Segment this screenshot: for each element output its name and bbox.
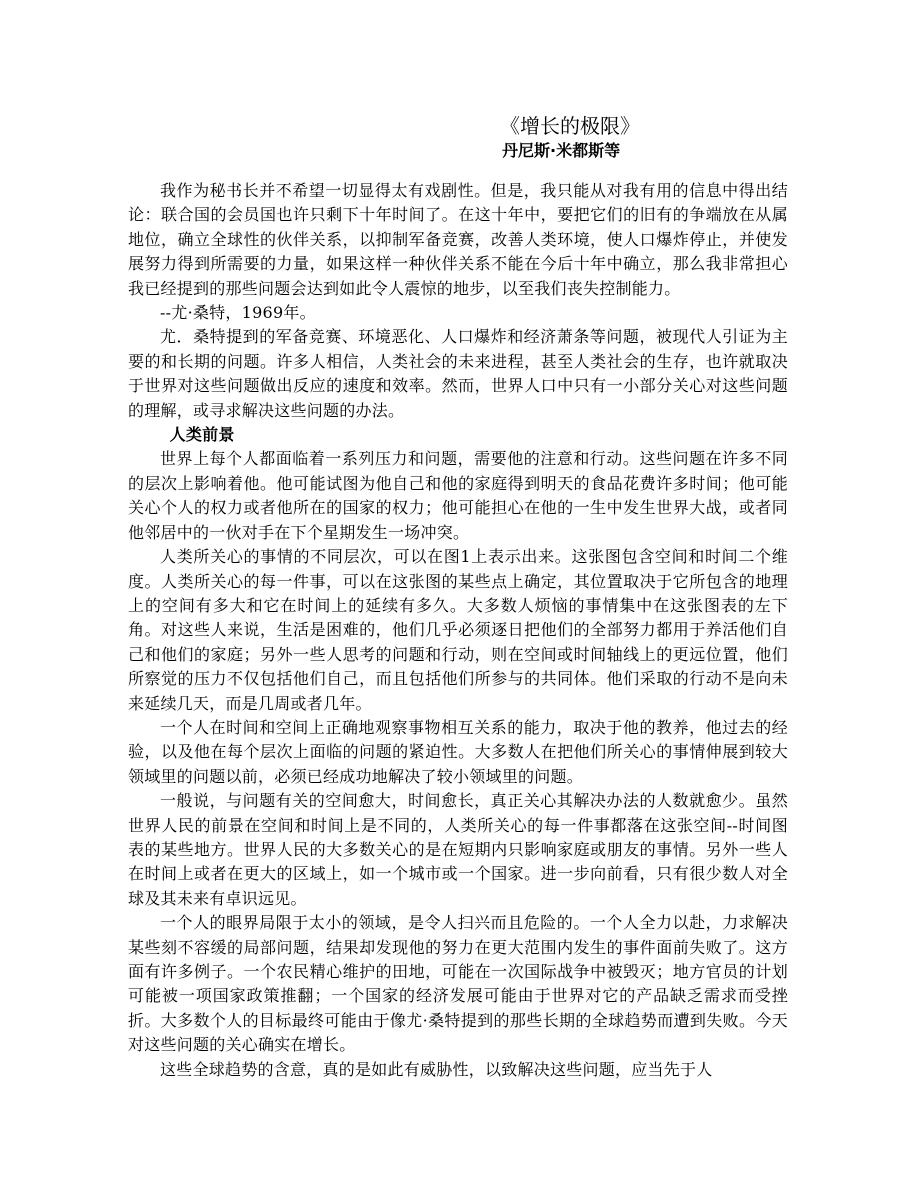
section-paragraph: 一个人的眼界局限于太小的领域，是令人扫兴而且危险的。一个人全力以赴，力求解决某些刻不容缓的局部问题，结果却发现他的努力在更大范围内发生的事件面前失败了。这方面有许多例子。一个农民精心维护的田地，可能在一次国际战争中被毁灭；地方官员的计划可能被一项国家政策推翻；一个国家的经济发展可能由于世界对它的产品缺乏需求而受挫折。大多数个人的目标最终可能由于像尤·桑特提到的那些长期的全球趋势而遭到失败。今天对这些问题的关心确实在增长。	[128, 913, 788, 1055]
paragraph-intro: 尤．桑特提到的军备竞赛、环境恶化、人口爆炸和经济萧条等问题，被现代人引证为主要的和长期的问题。许多人相信，人类社会的未来进程，甚至人类社会的生存，也许就取决于世界对这些问题做出反应的速度和效率。然而，世界人口中只有一小部分关心对这些问题的理解，或寻求解决这些问题的办法。	[128, 327, 788, 420]
section-paragraph: 一般说，与问题有关的空间愈大，时间愈长，真正关心其解决办法的人数就愈少。虽然世界人民的前景在空间和时间上是不同的，人类所关心的每一件事都落在这张空间--时间图表的某些地方。世界人民的大多数关心的是在短期内只影响家庭或朋友的事情。另外一些人在时间上或者在更大的区域上，如一个城市或一个国家。进一步向前看，只有很少数人对全球及其未来有卓识远见。	[128, 791, 788, 908]
section-paragraph: 这些全球趋势的含意，真的是如此有威胁性，以致解决这些问题，应当先于人	[160, 1059, 713, 1079]
document-author: 丹尼斯·米都斯等	[502, 141, 621, 160]
section-paragraph: 人类所关心的事情的不同层次，可以在图1上表示出来。这张图包含空间和时间二个维度。人类所关心的每一件事，可以在这张图的某些点上确定，其位置取决于它所包含的地理上的空间有多大和它在时间上的延续有多久。大多数人烦恼的事情集中在这张图表的左下角。对这些人来说，生活是困难的，他们几乎必须逐日把他们的全部努力都用于养活他们自己和他们的家庭；另外一些人思考的问题和行动，则在空间或时间轴线上的更远位置，他们所察觉的压力不仅包括他们自己，而且包括他们所参与的共同体。他们采取的行动不是向未来延续几天，而是几周或者几年。	[128, 547, 788, 713]
document-title: 《增长的极限》	[500, 114, 640, 138]
document-body	[128, 179, 788, 1082]
paragraph-attribution: --尤·桑特，1969年。	[160, 303, 316, 323]
paragraph-quote: 我作为秘书长并不希望一切显得太有戏剧性。但是，我只能从对我有用的信息中得出结论：联合国的会员国也许只剩下十年时间了。在这十年中，要把它们的旧有的争端放在从属地位，确立全球性的伙伴关系，以抑制军备竞赛，改善人类环境，使人口爆炸停止，并使发展努力得到所需要的力量，如果这样一种伙伴关系不能在今后十年中确立，那么我非常担心我已经提到的那些问题会达到如此令人震惊的地步，以至我们丧失控制能力。	[128, 181, 788, 298]
section-paragraph: 世界上每个人都面临着一系列压力和问题，需要他的注意和行动。这些问题在许多不同的层次上影响着他。他可能试图为他自己和他的家庭得到明天的食品花费许多时间；他可能关心个人的权力或者他所在的国家的权力；他可能担心在他的一生中发生世界大战，或者同他邻居中的一伙对手在下个星期发生一场冲突。	[128, 449, 788, 542]
section-paragraph: 一个人在时间和空间上正确地观察事物相互关系的能力，取决于他的教养，他过去的经验，以及他在每个层次上面临的问题的紧迫性。大多数人在把他们所关心的事情伸展到较大领域里的问题以前，必须已经成功地解决了较小领域里的问题。	[128, 717, 788, 786]
section-heading: 人类前景	[169, 425, 235, 445]
